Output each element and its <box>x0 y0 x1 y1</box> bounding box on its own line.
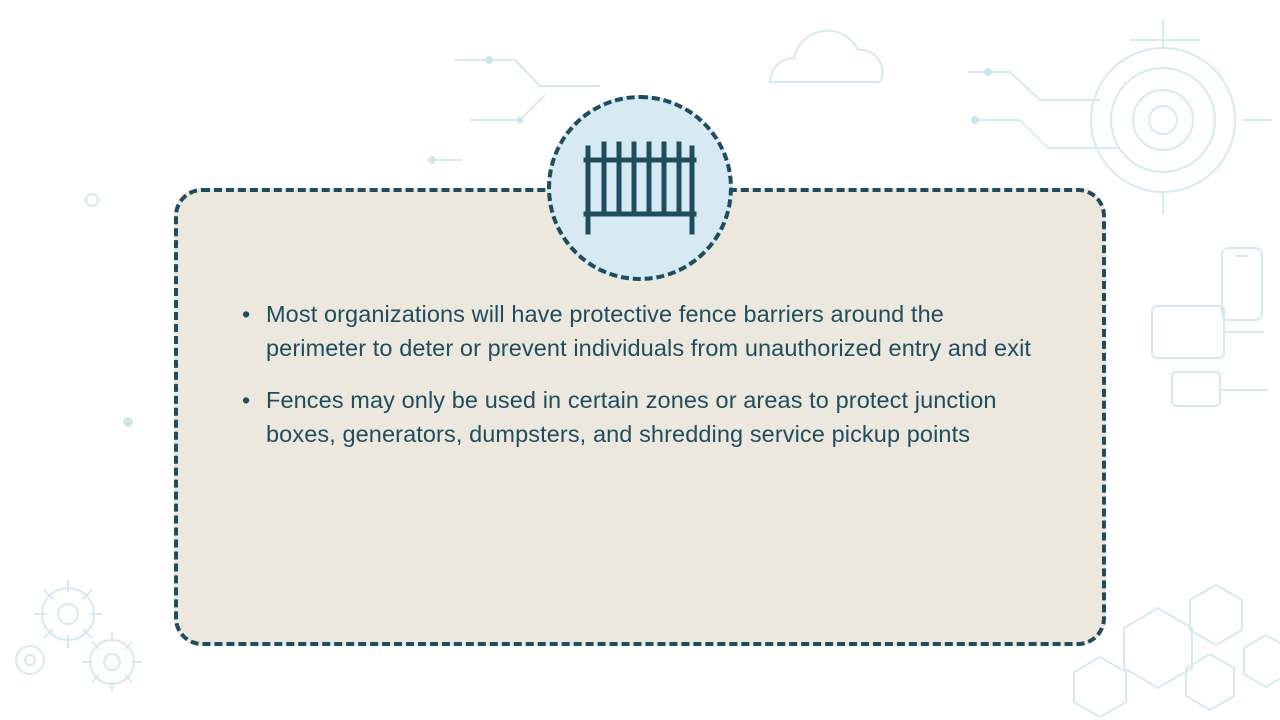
list-item-text: Fences may only be used in certain zones or areas to protect junction boxes, generators, dumpsters, and shredding service pickup points <box>266 387 997 447</box>
list-item <box>238 297 1048 365</box>
list-item-text: Most organizations will have protective fence barriers around the perimeter to deter or prevent individuals from unauthorized entry and exit <box>266 301 1032 361</box>
list-item <box>238 383 1048 451</box>
bullet-marker: • <box>242 387 251 413</box>
bullet-marker: • <box>242 301 251 327</box>
fence-icon <box>580 140 700 236</box>
bullet-list <box>238 297 1048 451</box>
fence-icon-badge <box>547 95 733 281</box>
